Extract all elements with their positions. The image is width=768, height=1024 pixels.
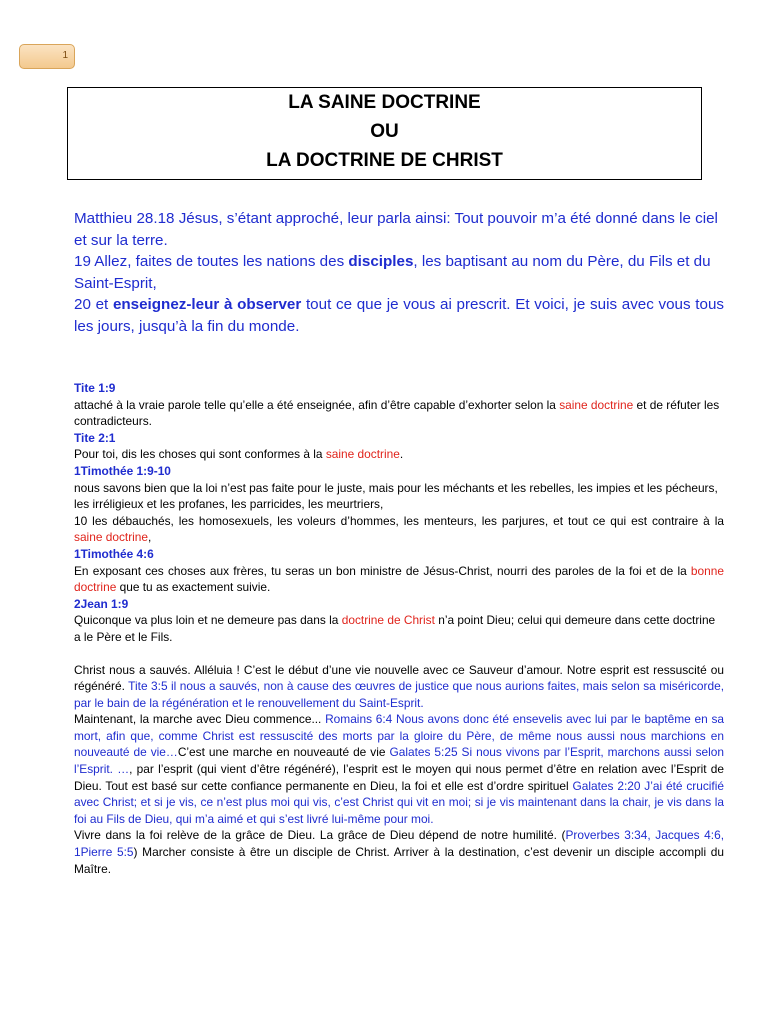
ref-text: nous savons bien que la loi n’est pas faite pour le juste, mais pour les méchants et les rebelles, les impies et les pécheurs, les irréligieux et les profanes, les parricides, les meurtriers, (74, 480, 718, 512)
ref-highlight: bonne doctrine (74, 563, 724, 595)
ref-highlight: saine doctrine (325, 447, 400, 462)
body-paragraph-2 (74, 711, 724, 827)
body-quote: Galates 5:25 Si nous vivons par l’Esprit, marchons aussi selon l’Esprit. … (74, 745, 724, 777)
page-number-badge (19, 44, 75, 69)
body-quote: Galates 2:20 J’ai été crucifié avec Christ; et si je vis, ce n’est plus moi qui vis, c’est Christ qui vit en moi; si je vis maintenant dans la chair, je vis dans la foi au Fils de Dieu, qui m’a aimé et qui s’est livré lui-même pour moi. (74, 778, 724, 826)
verse-19-text-end: , les baptisant au nom du Père, du Fils et du Saint-Esprit, (74, 253, 711, 292)
ref-text-pre: Quiconque va plus loin et ne demeure pas dans la (74, 613, 342, 628)
body-quote: Proverbes 3:34, Jacques 4:6, 1Pierre 5:5 (74, 828, 724, 860)
verse-20-text: 20 et (74, 296, 113, 313)
title-line-1: LA SAINE DOCTRINE (288, 92, 481, 113)
verse-18: Matthieu 28.18 Jésus, s’étant approché, leur parla ainsi: Tout pouvoir m’a été donné dans le ciel et sur la terre. (74, 210, 718, 249)
body-text: ) Marcher consiste à être un disciple de Christ. Arriver à la destination, c’est devenir un disciple accompli du Maître. (74, 845, 724, 876)
ref-text-pre: 10 les débauchés, les homosexuels, les voleurs d’hommes, les menteurs, les parjures, et tout ce qui est contraire à la (74, 513, 724, 528)
spacer (74, 646, 724, 662)
ref-text (74, 397, 724, 430)
verse-20 (74, 294, 724, 337)
verse-19-text: 19 Allez, faites de toutes les nations des (74, 253, 349, 270)
ref-text (74, 563, 724, 596)
ref-text-pre: attaché à la vraie parole telle qu’elle a été enseignée, afin d’être capable d’exhorter selon la (74, 397, 560, 412)
ref-text (74, 513, 724, 546)
verse-20-text-end: tout ce que je vous ai prescrit. Et voici, je suis avec vous tous les jours, jusqu’à la fin du monde. (74, 296, 724, 335)
ref-text-pre: Pour toi, dis les choses qui sont conformes à la (74, 447, 326, 462)
ref-highlight: saine doctrine (74, 530, 149, 545)
body-text: Vivre dans la foi relève de la grâce de Dieu. La grâce de Dieu dépend de notre humilité. ( (74, 828, 566, 843)
scripture-passage (74, 208, 724, 337)
ref-title: 1Timothée 1:9-10 (74, 463, 171, 478)
ref-title: Tite 1:9 (74, 381, 116, 395)
body-text: Christ nous a sauvés. Alléluia ! C’est le début d’une vie nouvelle avec ce Sauveur d’amour. Notre esprit est ressuscité ou régénéré. (74, 662, 724, 694)
ref-highlight: saine doctrine (559, 397, 634, 412)
verse-19-bold: disciples (348, 253, 414, 270)
ref-title: 2Jean 1:9 (74, 596, 129, 611)
body-paragraph-3 (74, 827, 724, 877)
references-section (74, 380, 724, 877)
body-paragraph-1 (74, 662, 724, 712)
ref-text-pre: En exposant ces choses aux frères, tu seras un bon ministre de Jésus-Christ, nourri des paroles de la foi et de la (74, 563, 691, 578)
ref-text-post: et de réfuter les contradicteurs. (74, 397, 720, 429)
body-text: C’est une marche en nouveauté de vie (177, 745, 390, 760)
body-quote: Romains 6:4 Nous avons donc été ensevelis avec lui par le baptême en sa mort, afin que, comme Christ est ressuscité des morts par la gloire du Père, de même nous aussi nous marchions en nouveauté de vie… (74, 712, 724, 760)
title-line-2: OU (370, 121, 399, 142)
verse-19 (74, 251, 724, 294)
ref-text-post: que tu as exactement suivie. (116, 580, 271, 595)
page-number: 1 (62, 50, 68, 61)
title-box (67, 87, 702, 180)
ref-title: Tite 2:1 (74, 430, 116, 445)
ref-text (74, 446, 724, 463)
ref-text-post: n’a point Dieu; celui qui demeure dans cette doctrine a le Père et le Fils. (74, 613, 716, 644)
title-line-3: LA DOCTRINE DE CHRIST (266, 150, 503, 171)
ref-text (74, 612, 724, 645)
body-text: Maintenant, la marche avec Dieu commence... (74, 712, 326, 727)
body-quote: Tite 3:5 il nous a sauvés, non à cause des œuvres de justice que nous aurions faites, mais selon sa miséricorde, par le bain de la régénération et le renouvellement du Saint-Esprit. (74, 679, 724, 710)
ref-highlight: doctrine de Christ (341, 613, 435, 628)
body-text: , par l’esprit (qui vient d’être régénéré), l’esprit est le moyen qui nous permet d’être en relation avec l’Esprit de Dieu. Tout est basé sur cette confiance permanente en Dieu, la foi et elle est d’ordre spirituel (74, 762, 724, 793)
ref-text-post: . (399, 447, 404, 462)
verse-20-bold: enseignez-leur à observer (112, 296, 302, 313)
ref-text-post: , (148, 530, 152, 545)
ref-title: 1Timothée 4:6 (74, 546, 154, 561)
